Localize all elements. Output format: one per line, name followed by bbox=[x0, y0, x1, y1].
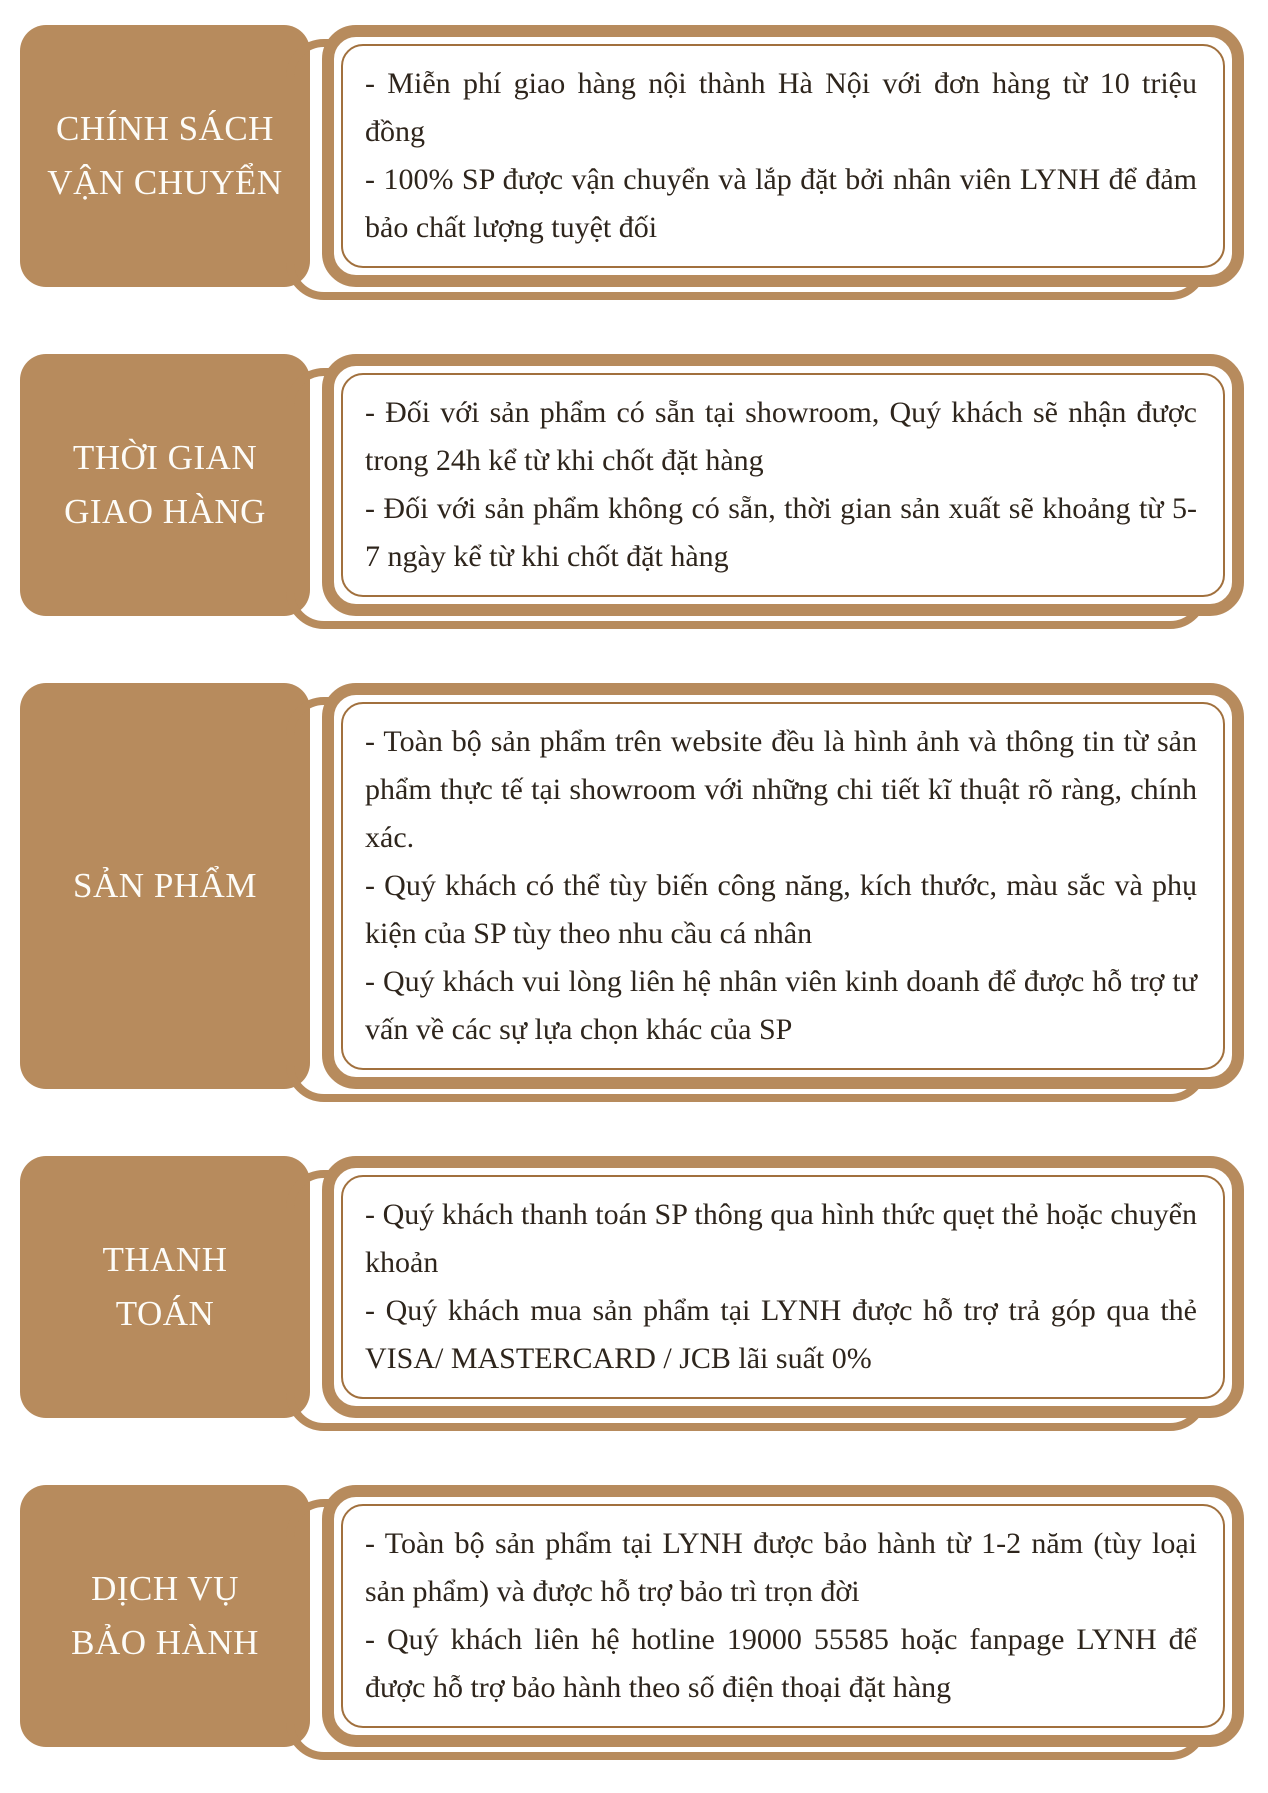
policy-text: - Đối với sản phẩm có sẵn tại showroom, Quý khách sẽ nhận được trong 24h kể từ khi chốt đặt hàng bbox=[365, 396, 1197, 477]
policy-text: - Toàn bộ sản phẩm trên website đều là hình ảnh và thông tin từ sản phẩm thực tế tại showroom với những chi tiết kĩ thuật rõ ràng, chính xác. bbox=[365, 725, 1197, 854]
policy-section-row-products bbox=[20, 683, 1244, 1089]
label-line: THANH bbox=[102, 1239, 228, 1279]
label-line: DỊCH VỤ bbox=[91, 1568, 239, 1608]
section-label-payment bbox=[20, 1156, 310, 1418]
label-line: BẢO HÀNH bbox=[71, 1623, 259, 1662]
frame-inner-border bbox=[341, 373, 1225, 597]
frame-inner-border bbox=[341, 44, 1225, 268]
frame-inner-border bbox=[341, 1504, 1225, 1728]
label-line: VẬN CHUYỂN bbox=[47, 163, 283, 202]
section-label-shipping bbox=[20, 25, 310, 287]
section-label-delivery-time bbox=[20, 354, 310, 616]
label-line: GIAO HÀNG bbox=[64, 492, 266, 531]
label-line: CHÍNH SÁCH bbox=[56, 108, 274, 148]
section-label-text bbox=[47, 102, 282, 211]
frame-inner-border bbox=[341, 702, 1225, 1070]
section-content-frame bbox=[322, 683, 1244, 1089]
policy-section-row-payment bbox=[20, 1156, 1244, 1418]
policy-section-row-warranty bbox=[20, 1485, 1244, 1747]
policy-text: - Quý khách có thể tùy biến công năng, kích thước, màu sắc và phụ kiện của SP tùy theo nhu cầu cá nhân bbox=[365, 869, 1197, 950]
section-label-text bbox=[71, 1562, 259, 1671]
policy-text: - Quý khách vui lòng liên hệ nhân viên kinh doanh để được hỗ trợ tư vấn về các sự lựa chọn khác của SP bbox=[365, 965, 1197, 1046]
policy-text: - Quý khách thanh toán SP thông qua hình thức quẹt thẻ hoặc chuyển khoản bbox=[365, 1198, 1197, 1279]
section-label-text bbox=[103, 1233, 228, 1342]
policy-text: - Quý khách liên hệ hotline 19000 55585 hoặc fanpage LYNH để được hỗ trợ bảo hành theo số điện thoại đặt hàng bbox=[365, 1623, 1197, 1704]
label-line: TOÁN bbox=[115, 1294, 215, 1333]
section-content-frame bbox=[322, 25, 1244, 287]
frame-outer-border bbox=[322, 25, 1244, 287]
policy-section-row-shipping bbox=[20, 25, 1244, 287]
frame-outer-border bbox=[322, 683, 1244, 1089]
label-line: THỜI GIAN bbox=[72, 437, 258, 477]
policy-text: - 100% SP được vận chuyển và lắp đặt bởi nhân viên LYNH để đảm bảo chất lượng tuyệt đối bbox=[365, 163, 1197, 244]
frame-outer-border bbox=[322, 1485, 1244, 1747]
section-label-products bbox=[20, 683, 310, 1089]
frame-outer-border bbox=[322, 1156, 1244, 1418]
section-label-text bbox=[64, 431, 266, 540]
policy-text: - Đối với sản phẩm không có sẵn, thời gian sản xuất sẽ khoảng từ 5-7 ngày kể từ khi chốt đặt hàng bbox=[365, 492, 1197, 573]
section-content-frame bbox=[322, 1485, 1244, 1747]
section-label-warranty bbox=[20, 1485, 310, 1747]
policy-text: - Miễn phí giao hàng nội thành Hà Nội với đơn hàng từ 10 triệu đồng bbox=[365, 67, 1197, 148]
section-content-frame bbox=[322, 354, 1244, 616]
frame-outer-border bbox=[322, 354, 1244, 616]
frame-inner-border bbox=[341, 1175, 1225, 1399]
label-line: SẢN PHẨM bbox=[73, 865, 257, 905]
section-content-frame bbox=[322, 1156, 1244, 1418]
section-label-text bbox=[73, 859, 257, 913]
policy-section-row-delivery-time bbox=[20, 354, 1244, 616]
policy-text: - Quý khách mua sản phẩm tại LYNH được hỗ trợ trả góp qua thẻ VISA/ MASTERCARD / JCB lãi suất 0% bbox=[365, 1294, 1197, 1375]
policy-text: - Toàn bộ sản phẩm tại LYNH được bảo hành từ 1-2 năm (tùy loại sản phẩm) và được hỗ trợ bảo trì trọn đời bbox=[365, 1527, 1197, 1608]
